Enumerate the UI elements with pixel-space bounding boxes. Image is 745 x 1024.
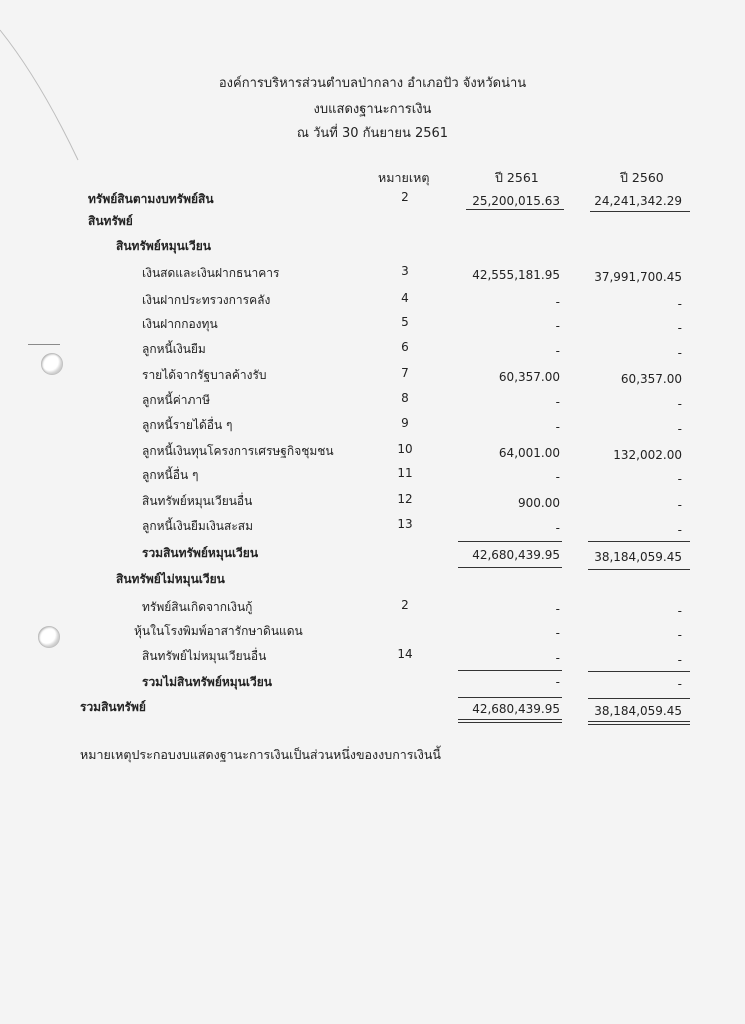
row-value-2560: - [677, 498, 682, 512]
row-label: ลูกหนี้อื่น ๆ [142, 468, 199, 482]
row-value-2560: - [677, 397, 682, 411]
row-value-2561: - [555, 344, 560, 358]
row-value-2561: - [555, 651, 560, 665]
row-value-2560: - [677, 523, 682, 537]
row-value-2561: - [555, 626, 560, 640]
statement-date: ณ วันที่ 30 กันยายน 2561 [296, 126, 449, 141]
table-row [0, 340, 745, 360]
table-row [0, 315, 745, 335]
table-row [0, 517, 745, 537]
row-value-2561: 42,680,439.95 [472, 702, 560, 716]
row-value-2561: - [555, 675, 560, 689]
row-note: 3 [401, 264, 409, 278]
row-value-2561: 42,680,439.95 [472, 548, 560, 562]
table-row [0, 190, 745, 210]
subtotal-line [458, 541, 562, 542]
table-row [0, 622, 745, 642]
table-row [0, 673, 745, 693]
column-header-year-2561: ปี 2561 [495, 170, 539, 185]
row-label: ลูกหนี้เงินยืมเงินสะสม [142, 519, 254, 533]
table-row [0, 366, 745, 386]
row-value-2560: 38,184,059.45 [594, 704, 682, 718]
table-row [0, 647, 745, 667]
row-note: 11 [397, 466, 413, 480]
subtotal-line [458, 567, 562, 568]
row-note: 5 [401, 315, 409, 329]
row-value-2560: - [677, 628, 682, 642]
row-value-2560: - [677, 653, 682, 667]
table-row [0, 598, 745, 618]
total-double-underline [588, 721, 690, 725]
row-note: 8 [401, 391, 409, 405]
row-label: ทรัพย์สินเกิดจากเงินกู้ [142, 600, 253, 614]
table-row [0, 291, 745, 311]
row-label: ลูกหนี้เงินยืม [142, 342, 206, 356]
row-value-2560: - [677, 321, 682, 335]
row-note: 10 [397, 442, 413, 456]
row-label: สินทรัพย์ [88, 214, 133, 228]
row-value-2561: - [555, 521, 560, 535]
row-value-2561: - [555, 420, 560, 434]
row-value-2561: 64,001.00 [498, 446, 560, 460]
table-row [0, 416, 745, 436]
underline [466, 209, 564, 210]
row-label: ลูกหนี้รายได้อื่น ๆ [142, 418, 233, 432]
row-value-2560: 132,002.00 [613, 448, 682, 462]
row-note: 12 [397, 492, 413, 506]
row-note: 2 [401, 598, 409, 612]
row-value-2561: - [555, 319, 560, 333]
table-row [0, 391, 745, 411]
row-label: เงินฝากกองทุน [142, 317, 218, 331]
subtotal-line [588, 671, 690, 672]
row-note: 9 [401, 416, 409, 430]
row-value-2561: 42,555,181.95 [472, 268, 560, 282]
row-value-2560: - [677, 677, 682, 691]
row-note: 14 [397, 647, 413, 661]
table-row [0, 570, 745, 590]
row-label: สินทรัพย์หมุนเวียน [116, 239, 211, 253]
row-label: สินทรัพย์ไม่หมุนเวียนอื่น [142, 649, 267, 663]
subtotal-line [588, 541, 690, 542]
row-label: ลูกหนี้ค่าภาษี [142, 393, 211, 407]
table-row [0, 698, 745, 718]
row-label: รวมไม่สินทรัพย์หมุนเวียน [142, 675, 272, 689]
org-name: องค์การบริหารส่วนตำบลป่ากลาง อำเภอปัว จังหวัดน่าน [218, 76, 527, 91]
row-value-2561: - [555, 395, 560, 409]
row-value-2561: - [555, 470, 560, 484]
table-row [0, 466, 745, 486]
total-double-underline [458, 719, 562, 723]
table-row [0, 442, 745, 462]
row-label: รวมสินทรัพย์ [80, 700, 146, 714]
row-note: 2 [401, 190, 409, 204]
row-label: ลูกหนี้เงินทุนโครงการเศรษฐกิจชุมชน [142, 444, 334, 458]
table-row [0, 212, 745, 232]
column-header-note: หมายเหตุ [378, 170, 430, 185]
row-label: สินทรัพย์ไม่หมุนเวียน [116, 572, 225, 586]
row-value-2561: 25,200,015.63 [472, 194, 560, 208]
row-label: หุ้นในโรงพิมพ์อาสารักษาดินแดน [134, 624, 303, 638]
row-value-2560: 37,991,700.45 [594, 270, 682, 284]
row-note: 4 [401, 291, 409, 305]
row-label: เงินสดและเงินฝากธนาคาร [142, 266, 280, 280]
table-row [0, 544, 745, 564]
table-row [0, 264, 745, 284]
row-label: สินทรัพย์หมุนเวียนอื่น [142, 494, 253, 508]
row-value-2561: - [555, 295, 560, 309]
subtotal-line [458, 670, 562, 671]
row-value-2560: 60,357.00 [620, 372, 682, 386]
row-value-2560: - [677, 346, 682, 360]
row-label: รายได้จากรัฐบาลค้างรับ [142, 368, 267, 382]
row-value-2560: 38,184,059.45 [594, 550, 682, 564]
row-note: 6 [401, 340, 409, 354]
row-label: รวมสินทรัพย์หมุนเวียน [142, 546, 259, 560]
row-value-2561: 60,357.00 [498, 370, 560, 384]
row-value-2560: - [677, 472, 682, 486]
row-label: ทรัพย์สินตามงบทรัพย์สิน [88, 192, 214, 206]
row-label: เงินฝากประทรวงการคลัง [142, 293, 271, 307]
row-note: 13 [397, 517, 413, 531]
row-value-2560: - [677, 297, 682, 311]
footnote: หมายเหตุประกอบงบแสดงฐานะการเงินเป็นส่วนหนึ่งของงบการเงินนี้ [80, 747, 441, 762]
row-value-2560: 24,241,342.29 [594, 194, 682, 208]
column-header-year-2560: ปี 2560 [620, 170, 664, 185]
row-value-2561: - [555, 602, 560, 616]
row-value-2561: 900.00 [518, 496, 560, 510]
row-note: 7 [401, 366, 409, 380]
row-value-2560: - [677, 604, 682, 618]
statement-title: งบแสดงฐานะการเงิน [313, 102, 432, 117]
row-value-2560: - [677, 422, 682, 436]
table-row [0, 492, 745, 512]
table-row [0, 237, 745, 257]
